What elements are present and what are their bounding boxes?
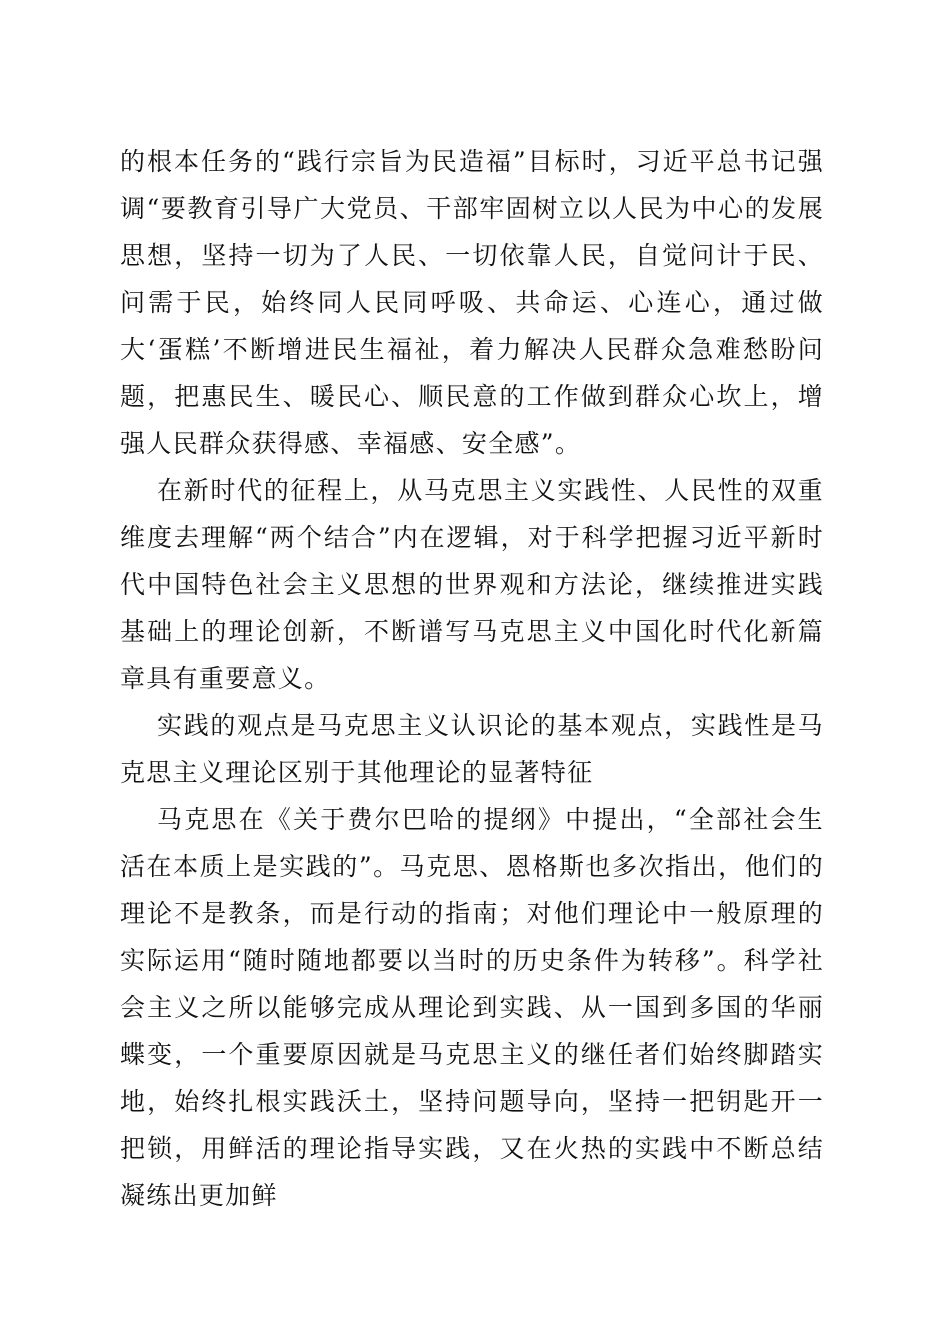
paragraph-3: 实践的观点是马克思主义认识论的基本观点，实践性是马克思主义理论区别于其他理论的显著特征 [120,711,824,787]
paragraph-1: 的根本任务的“践行宗旨为民造福”目标时，习近平总书记强调“要教育引导广大党员、干部牢固树立以人民为中心的发展思想，坚持一切为了人民、一切依靠人民，自觉问计于民、问需于民，始终同人民同呼吸、共命运、心连心，通过做大‘蛋糕’不断增进民生福祉，着力解决人民群众急难愁盼问题，把惠民生、暖民心、顺民意的工作做到群众心坎上，增强人民群众获得感、幸福感、安全感”。 [120,147,824,458]
body-text [120,138,824,1219]
paragraph-2: 在新时代的征程上，从马克思主义实践性、人民性的双重维度去理解“两个结合”内在逻辑，对于科学把握习近平新时代中国特色社会主义思想的世界观和方法论，继续推进实践基础上的理论创新，不断谱写马克思主义中国化时代化新篇章具有重要意义。 [120,476,824,693]
paragraph-4: 马克思在《关于费尔巴哈的提纲》中提出，“全部社会生活在本质上是实践的”。马克思、恩格斯也多次指出，他们的理论不是教条，而是行动的指南；对他们理论中一般原理的实际运用“随时随地都要以当时的历史条件为转移”。科学社会主义之所以能够完成从理论到实践、从一国到多国的华丽蝶变，一个重要原因就是马克思主义的继任者们始终脚踏实地，始终扎根实践沃土，坚持问题导向，坚持一把钥匙开一把锁，用鲜活的理论指导实践，又在火热的实践中不断总结凝练出更加鲜 [120,805,824,1210]
